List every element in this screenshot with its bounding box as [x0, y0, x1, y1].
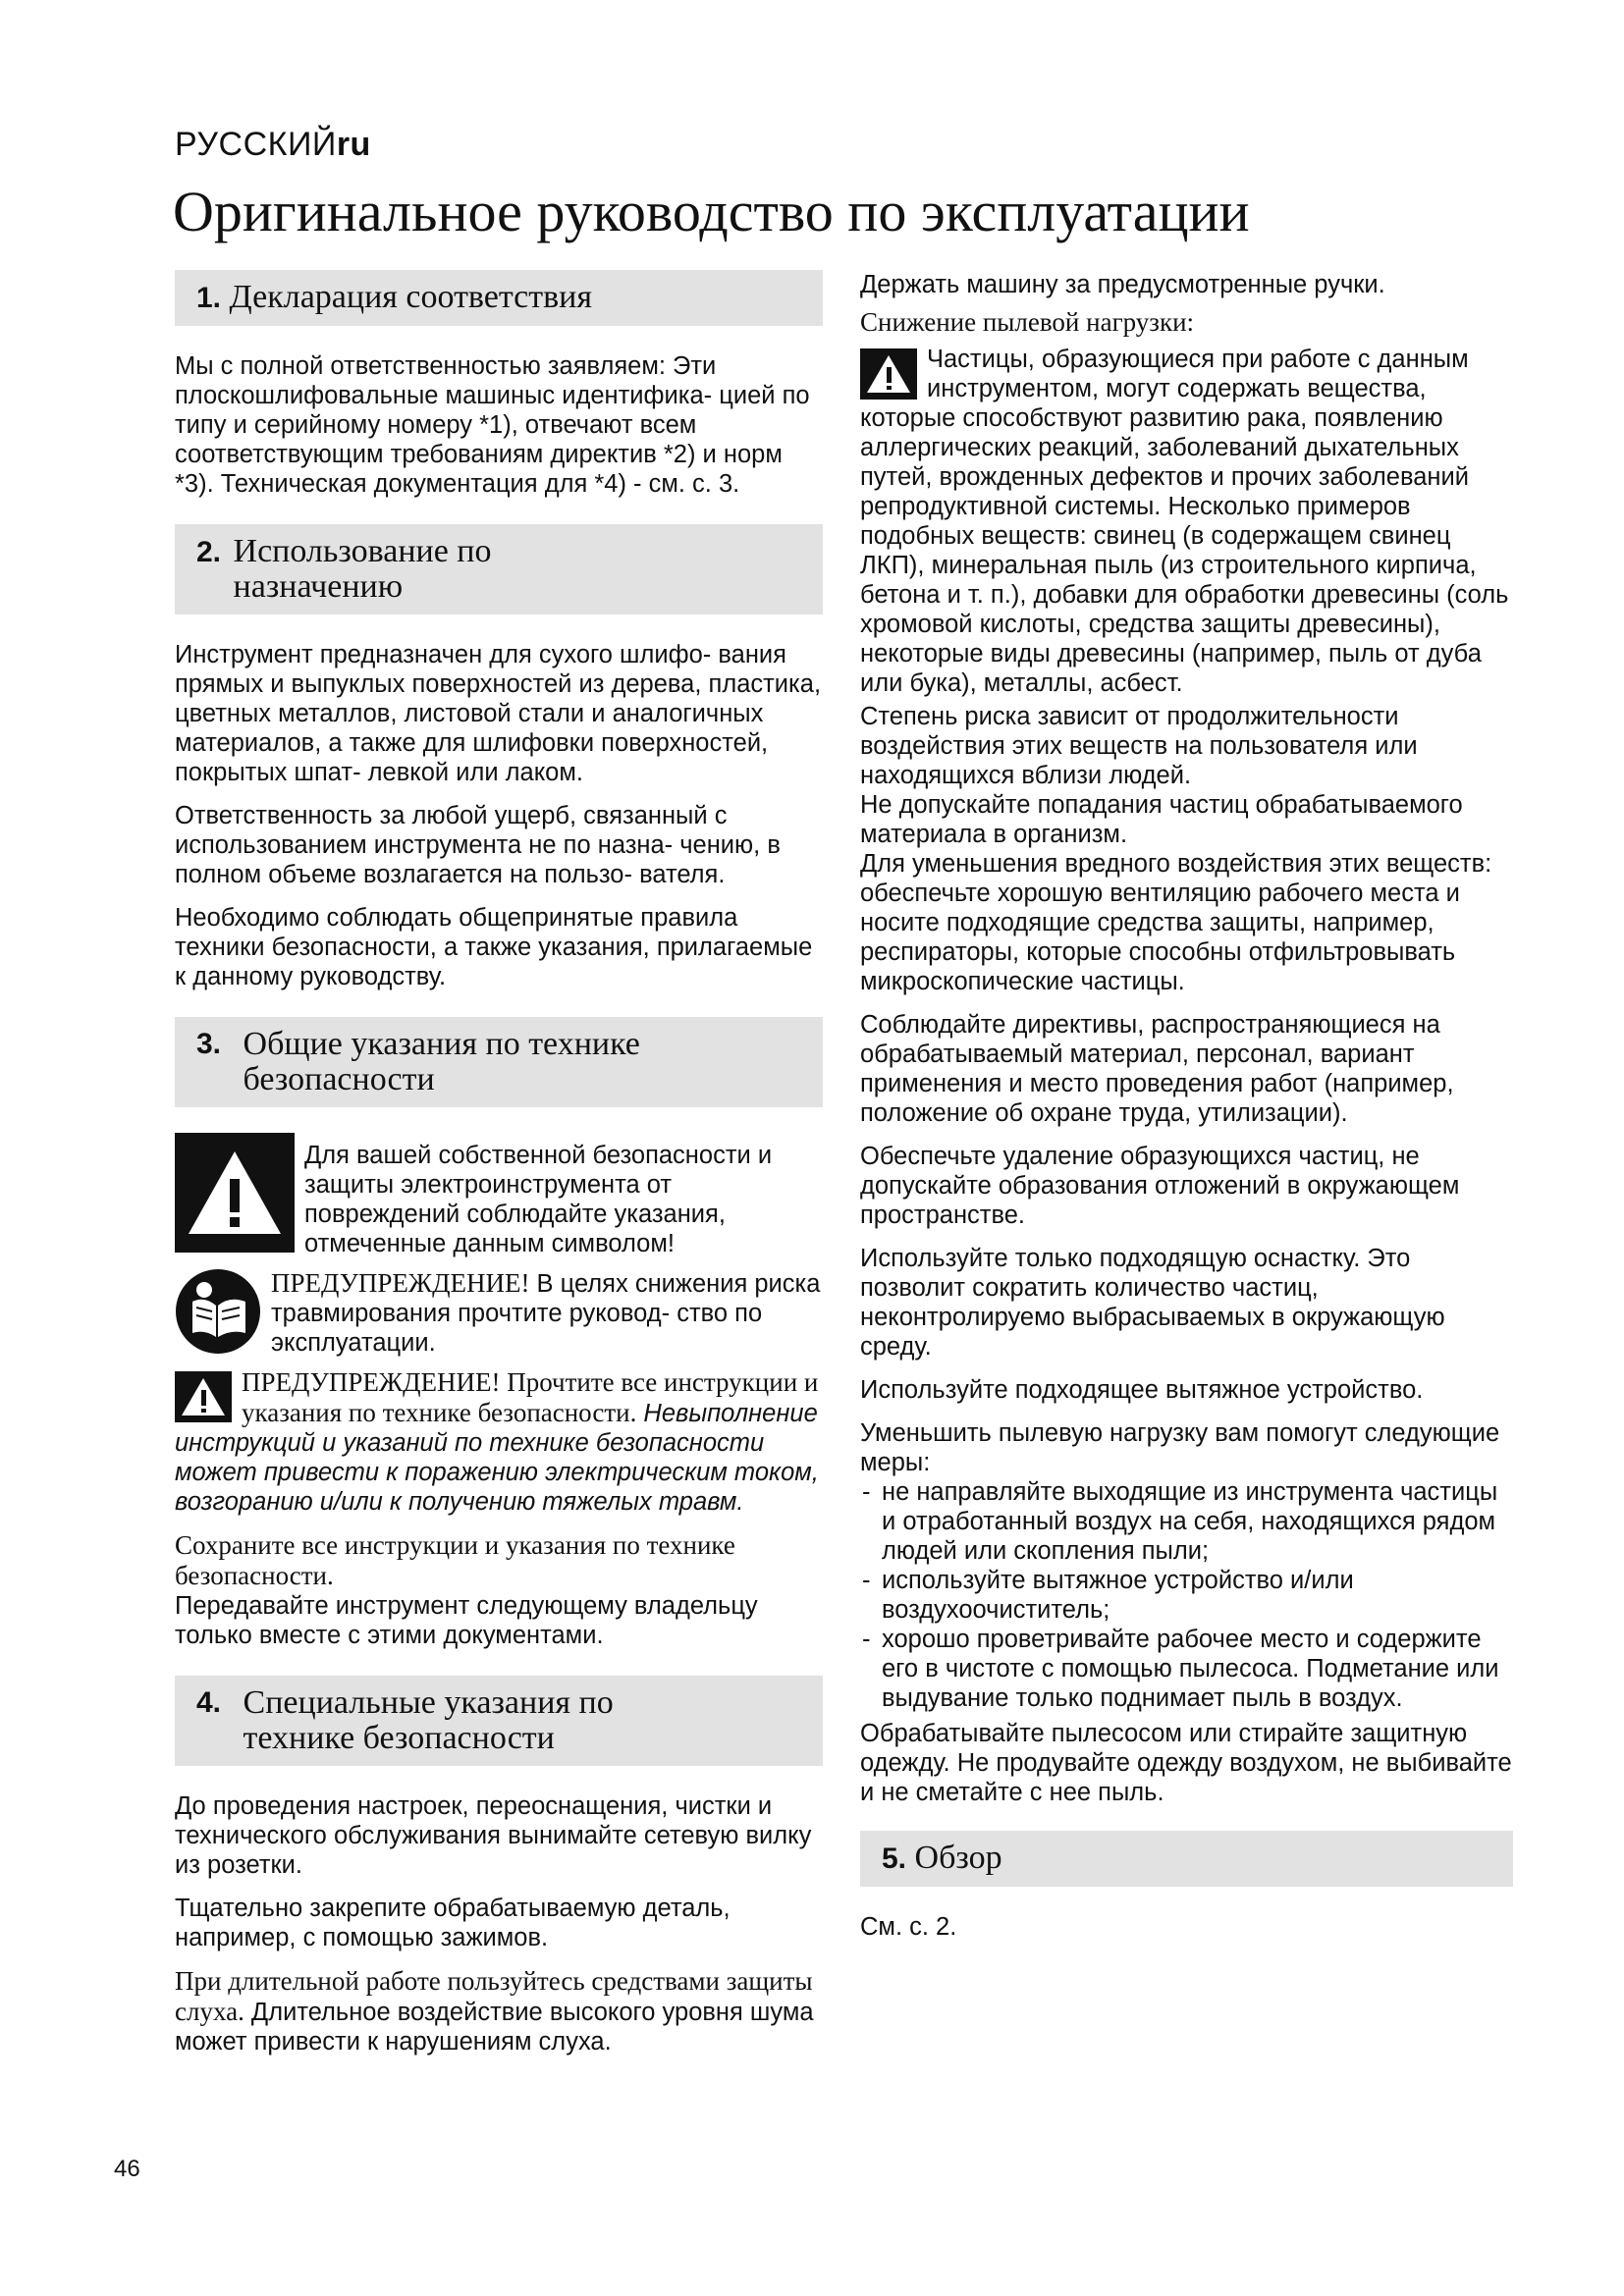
keep-instructions-sans: Передавайте инструмент следующему владельцу только вместе с этими документами.	[175, 1592, 758, 1649]
overview-paragraph: См. с. 2.	[860, 1913, 957, 1941]
list-item: - хорошо проветривайте рабочее место и содержите его в чистоте с помощью пылесоса. Подметание или выдувание только поднимает пыль в воздух.	[860, 1625, 1513, 1713]
remove-particles-paragraph: Обеспечьте удаление образующихся частиц, не допускайте образования отложений в окружающем пространстве.	[860, 1143, 1460, 1229]
right-column	[860, 270, 1513, 1955]
language-label	[175, 126, 371, 164]
page-number: 46	[114, 2156, 140, 2182]
section-number: 1.	[196, 282, 222, 314]
general-warning-block	[175, 1367, 823, 1517]
warning-symbol-row	[175, 1133, 823, 1258]
section-number: 4.	[196, 1686, 222, 1719]
hearing-serif-text: При длительной работе пользуйтесь средствами защиты слуха.	[175, 1966, 813, 2026]
left-column	[175, 270, 823, 2070]
measures-paragraph: Уменьшить пылевую нагрузку вам помогут следующие меры:	[860, 1419, 1500, 1476]
read-manual-body: В целях снижения риска травмирования прочтите руковод- ство по эксплуатации.	[271, 1270, 821, 1357]
clothing-paragraph: Обрабатывайте пылесосом или стирайте защитную одежду. Не продувайте одежду воздухом, не выбивайте и не сметайте с нее пыль.	[860, 1720, 1512, 1806]
intended-use-paragraph: Инструмент предназначен для сухого шлифо- вания прямых и выпуклых поверхностей из дерева, пластика, цветных металлов, листовой стали и аналогичных материалов, а также для шлифовки поверхностей, покрытых шпат- левкой или лаком.	[175, 641, 822, 786]
section-title: Общие указания по технике безопасности	[243, 1026, 640, 1097]
section-number: 2.	[196, 536, 222, 568]
warning-label: ПРЕДУПРЕЖДЕНИЕ!	[271, 1268, 530, 1298]
keep-instructions-serif: Сохраните все инструкции и указания по технике безопасности.	[175, 1530, 735, 1590]
section-number: 5.	[882, 1842, 907, 1875]
section-title: Обзор	[914, 1840, 1002, 1876]
read-manual-row	[175, 1268, 823, 1358]
section-heading-4	[175, 1676, 823, 1766]
safety-rules-paragraph: Необходимо соблюдать общепринятые правила техники безопасности, а также указания, прилагаемые к данному руководству.	[175, 904, 813, 990]
dust-warning-text: Частицы, образующиеся при работе с данным инструментом, могут содержать вещества, которые способствуют развитию рака, появлению аллергических реакций, заболеваний дыхательных путей, врожденных дефектов и прочих заболеваний репродуктивной системы. Несколько примеров подобных веществ: свинец (в содержащем свинец ЛКП), минеральная пыль (из строительного кирпича, бетона и т. п.), добавки для обработки древесины (соль хромовой кислоты, средства защиты древесины), некоторые виды древесины (например, пыль от дуба или бука), металлы, асбест.	[860, 346, 1509, 697]
risk-paragraph: Степень риска зависит от продолжительности воздействия этих веществ на пользователя или находящихся вблизи людей.	[860, 703, 1418, 789]
warning-triangle-icon	[175, 1133, 295, 1253]
section-heading-1	[175, 270, 823, 326]
section-title: Декларация соответствия	[229, 279, 592, 315]
read-manual-text	[271, 1268, 823, 1358]
hearing-sans-text: Длительное воздействие высокого уровня шума может привести к нарушениям слуха.	[175, 1999, 814, 2056]
reduce-exposure-paragraph: Для уменьшения вредного воздействия этих веществ: обеспечьте хорошую вентиляцию рабочего места и носите подходящие средства защиты, например, респираторы, которые способны отфильтровывать микроскопические частицы.	[860, 850, 1492, 995]
warning-serif-text: Прочтите все инструкции и указания по технике безопасности.	[242, 1367, 819, 1427]
declaration-paragraph: Мы с полной ответственностью заявляем: Эти плоскошлифовальные машиныс идентифика- цией по типу и серийному номеру *1), отвечают всем соответствующим требованиям директив *2) и норм *3). Техническая документация для *4) - см. с. 3.	[175, 352, 810, 498]
directives-paragraph: Соблюдайте директивы, распространяющиеся на обрабатываемый материал, персонал, вариант применения и место проведения работ (например, положение об охране труда, утилизации).	[860, 1011, 1454, 1127]
section-number: 3.	[196, 1028, 222, 1060]
dust-subheading: Снижение пылевой нагрузки:	[860, 307, 1195, 337]
hold-handles-paragraph: Держать машину за предусмотренные ручки.	[860, 271, 1385, 298]
small-warning-triangle-icon	[860, 348, 917, 400]
unplug-paragraph: До проведения настроек, переоснащения, чистки и технического обслуживания вынимайте сетевую вилку из розетки.	[175, 1792, 812, 1879]
extractor-paragraph: Используйте подходящее вытяжное устройство.	[860, 1376, 1424, 1404]
list-item: - используйте вытяжное устройство и/или воздухоочиститель;	[860, 1566, 1513, 1625]
section-heading-5	[860, 1831, 1513, 1887]
suitable-tools-paragraph: Используйте только подходящую оснастку. Это позволит сократить количество частиц, неконтролируемо выбрасываемых в окружающую среду.	[860, 1245, 1445, 1361]
dust-warning-block	[860, 345, 1513, 698]
no-ingestion-paragraph: Не допускайте попадания частиц обрабатываемого материала в организм.	[860, 791, 1463, 848]
section-heading-3	[175, 1017, 823, 1107]
measures-list	[860, 1477, 1513, 1713]
section-title: Специальные указания по технике безопасности	[243, 1684, 614, 1756]
warning-italic-text: Невыполнение инструкций и указаний по технике безопасности может привести к поражению электрическим током, возгоранию и/или к получению тяжелых травм.	[175, 1400, 819, 1516]
section-title: Использование по назначению	[233, 533, 492, 605]
list-item: - не направляйте выходящие из инструмента частицы и отработанный воздух на себя, находящихся рядом людей или скопления пыли;	[860, 1477, 1513, 1566]
language-text: РУССКИЙ	[175, 126, 337, 163]
section-heading-2	[175, 524, 823, 614]
small-warning-triangle-icon	[175, 1371, 232, 1422]
clamp-paragraph: Тщательно закрепите обрабатываемую деталь, например, с помощью зажимов.	[175, 1895, 731, 1951]
hearing-paragraph	[175, 1966, 823, 2056]
document-title: Оригинальное руководство по эксплуатации	[173, 180, 1250, 243]
warning-symbol-text: Для вашей собственной безопасности и защиты электроинструмента от повреждений соблюдайте указания, отмеченные данным символом!	[304, 1142, 773, 1257]
warning-label: ПРЕДУПРЕЖДЕНИЕ!	[242, 1367, 501, 1397]
language-code: ru	[336, 126, 371, 163]
read-manual-icon	[175, 1268, 261, 1355]
liability-paragraph: Ответственность за любой ущерб, связанный с использованием инструмента не по назна- чению, в полном объеме возлагается на пользо- вателя.	[175, 802, 781, 888]
keep-instructions-paragraph	[175, 1530, 823, 1650]
